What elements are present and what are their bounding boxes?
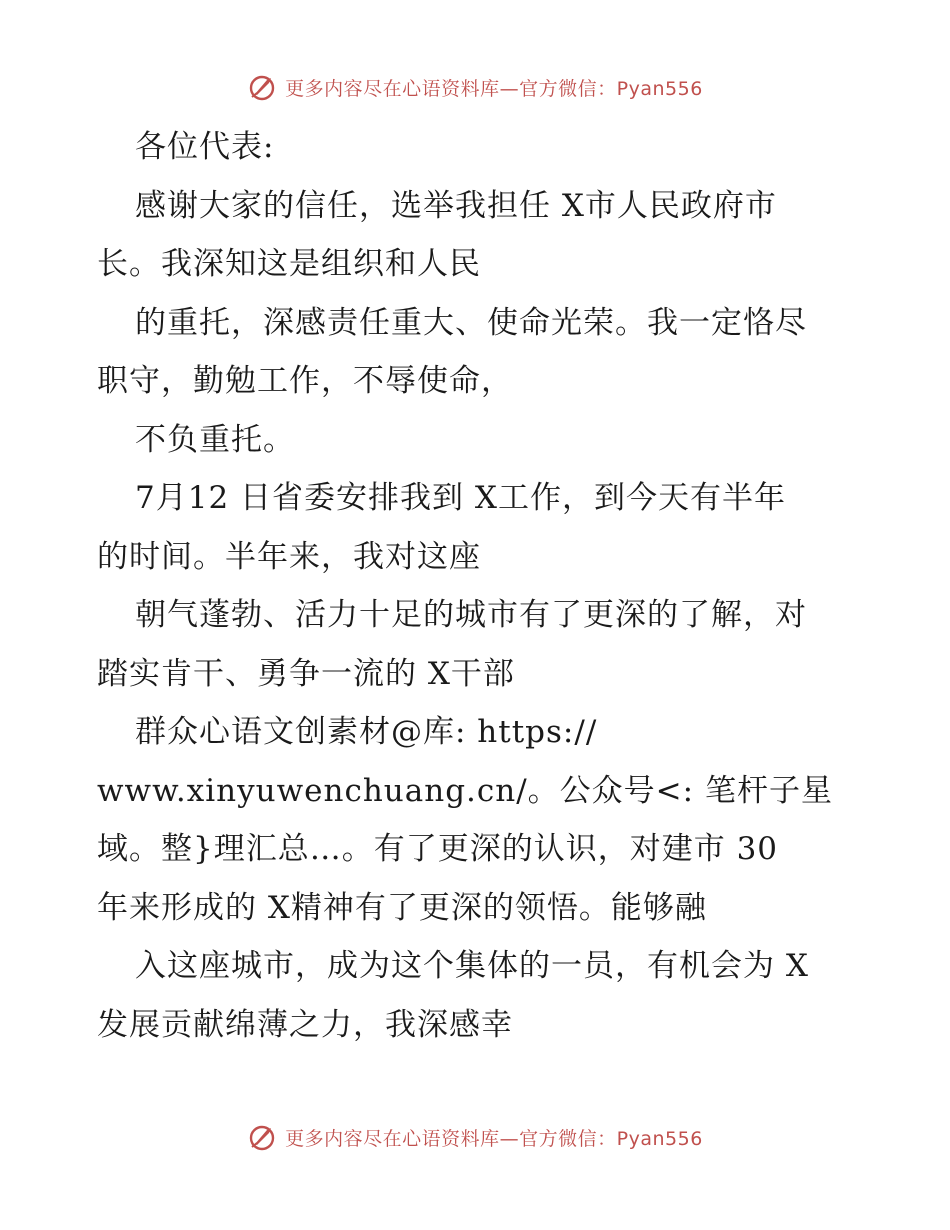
body-line: www.xinyuwenchuang.cn/。公众号<: 笔杆子星	[97, 772, 833, 809]
body-line: 朝气蓬勃、活力十足的城市有了更深的了解，对	[135, 597, 807, 633]
body-line: 发展贡献绵薄之力，我深感幸	[97, 1006, 513, 1043]
body-line: 域。整}理汇总…。有了更深的认识，对建市 30	[97, 831, 779, 867]
body-line: 职守，勤勉工作，不辱使命，	[97, 363, 513, 399]
body-line: 7月12 日省委安排我到 X工作，到今天有半年	[135, 480, 786, 516]
body-line: 感谢大家的信任，选举我担任 X市人民政府市	[135, 187, 777, 224]
header-banner	[0, 72, 950, 102]
body-line: 群众心语文创素材@库: https://	[135, 714, 598, 750]
document-body	[97, 118, 867, 1054]
body-line: 的重托，深感责任重大、使命光荣。我一定恪尽	[135, 304, 807, 341]
body-line: 长。我深知这是组织和人民	[97, 246, 481, 282]
footer-banner-text: 更多内容尽在心语资料库—官方微信：Pyan556	[285, 1127, 703, 1150]
footer-banner	[0, 1122, 950, 1152]
body-line: 的时间。半年来，我对这座	[97, 538, 481, 575]
body-line: 踏实肯干、勇争一流的 X干部	[97, 655, 515, 692]
body-line: 年来形成的 X精神有了更深的领悟。能够融	[97, 889, 707, 926]
feather-pen-seal-icon	[247, 1122, 277, 1152]
body-line: 不负重托。	[135, 421, 295, 458]
body-line: 入这座城市，成为这个集体的一员，有机会为 X	[135, 948, 809, 984]
header-banner-text: 更多内容尽在心语资料库—官方微信：Pyan556	[285, 77, 703, 100]
feather-pen-seal-icon	[247, 72, 277, 102]
body-line: 各位代表:	[135, 129, 275, 165]
